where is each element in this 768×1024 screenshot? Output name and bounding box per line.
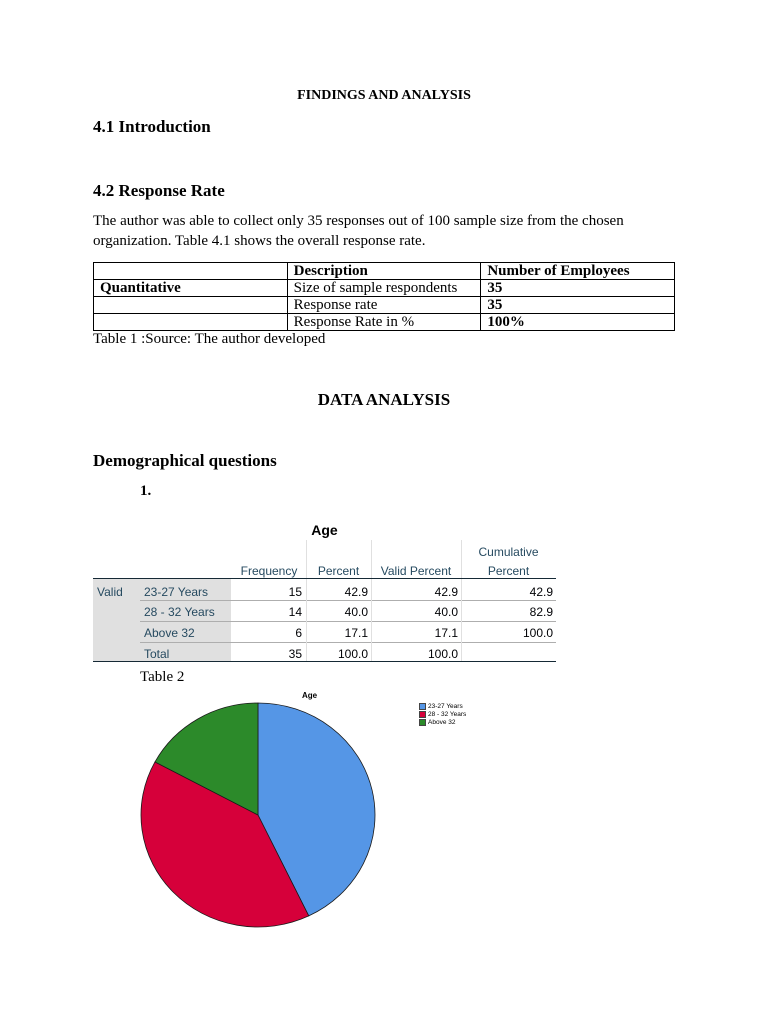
paragraph-line-2: organization. Table 4.1 shows the overall response rate. [93,232,426,249]
valid-group-label: Valid [97,585,123,599]
valid-percent-value: 40.0 [434,605,458,619]
legend-item [419,711,466,719]
frequency-value: 35 [288,647,302,661]
legend-swatch [419,703,426,710]
cumulative-percent-value: 100.0 [522,626,553,640]
frequency-value: 14 [288,605,302,619]
legend-swatch [419,719,426,726]
legend-label: 23-27 Years [428,703,463,711]
valid-percent-value: 17.1 [434,626,458,640]
header-valid-percent: Valid Percent [380,564,452,578]
section-response-rate-heading: 4.2 Response Rate [93,181,225,200]
cumulative-percent-value: 42.9 [529,585,553,599]
valid-percent-value: 100.0 [427,647,458,661]
frequency-value: 15 [288,585,302,599]
description-cell: Size of sample respondents [287,280,481,297]
age-table-title: Age [311,522,338,538]
header-number-of-employees: Number of Employees [481,263,675,280]
section-introduction-heading: 4.1 Introduction [93,117,211,136]
description-cell: Response rate [287,297,481,314]
description-cell: Response Rate in % [287,314,481,331]
legend-item [419,703,463,711]
header-description: Description [287,263,481,280]
cumulative-percent-value: 82.9 [529,605,553,619]
category-cell: Quantitative [94,280,288,297]
row-label-28-32: 28 - 32 Years [144,605,215,619]
header-frequency: Frequency [240,564,298,578]
legend-label: Above 32 [428,719,456,727]
row-label-total: Total [144,647,170,661]
document-heading: FINDINGS AND ANALYSIS [297,88,471,103]
legend-item [419,719,455,727]
header-cumulative: Cumulative [478,545,539,559]
percent-value: 42.9 [344,585,368,599]
header-cumulative-percent: Percent [487,564,530,578]
percent-value: 40.0 [344,605,368,619]
header-percent: Percent [317,564,360,578]
row-label-above-32: Above 32 [144,626,195,640]
percent-value: 100.0 [337,647,368,661]
valid-percent-value: 42.9 [434,585,458,599]
row-label-23-27: 23-27 Years [144,585,209,599]
value-cell: 35 [481,297,675,314]
pie-chart-title: Age [302,691,318,700]
paragraph-line-1: The author was able to collect only 35 responses out of 100 sample size from the chosen [93,213,624,229]
legend-swatch [419,711,426,718]
table-2-caption: Table 2 [140,669,185,685]
percent-value: 17.1 [344,626,368,640]
data-analysis-heading: DATA ANALYSIS [317,390,451,409]
frequency-value: 6 [295,626,302,640]
value-cell: 35 [481,280,675,297]
value-cell: 100% [481,314,675,331]
table-1-caption: Table 1 :Source: The author developed [93,331,326,347]
demographics-heading: Demographical questions [93,451,277,470]
question-number: 1. [140,483,152,499]
legend-label: 28 - 32 Years [428,711,467,719]
